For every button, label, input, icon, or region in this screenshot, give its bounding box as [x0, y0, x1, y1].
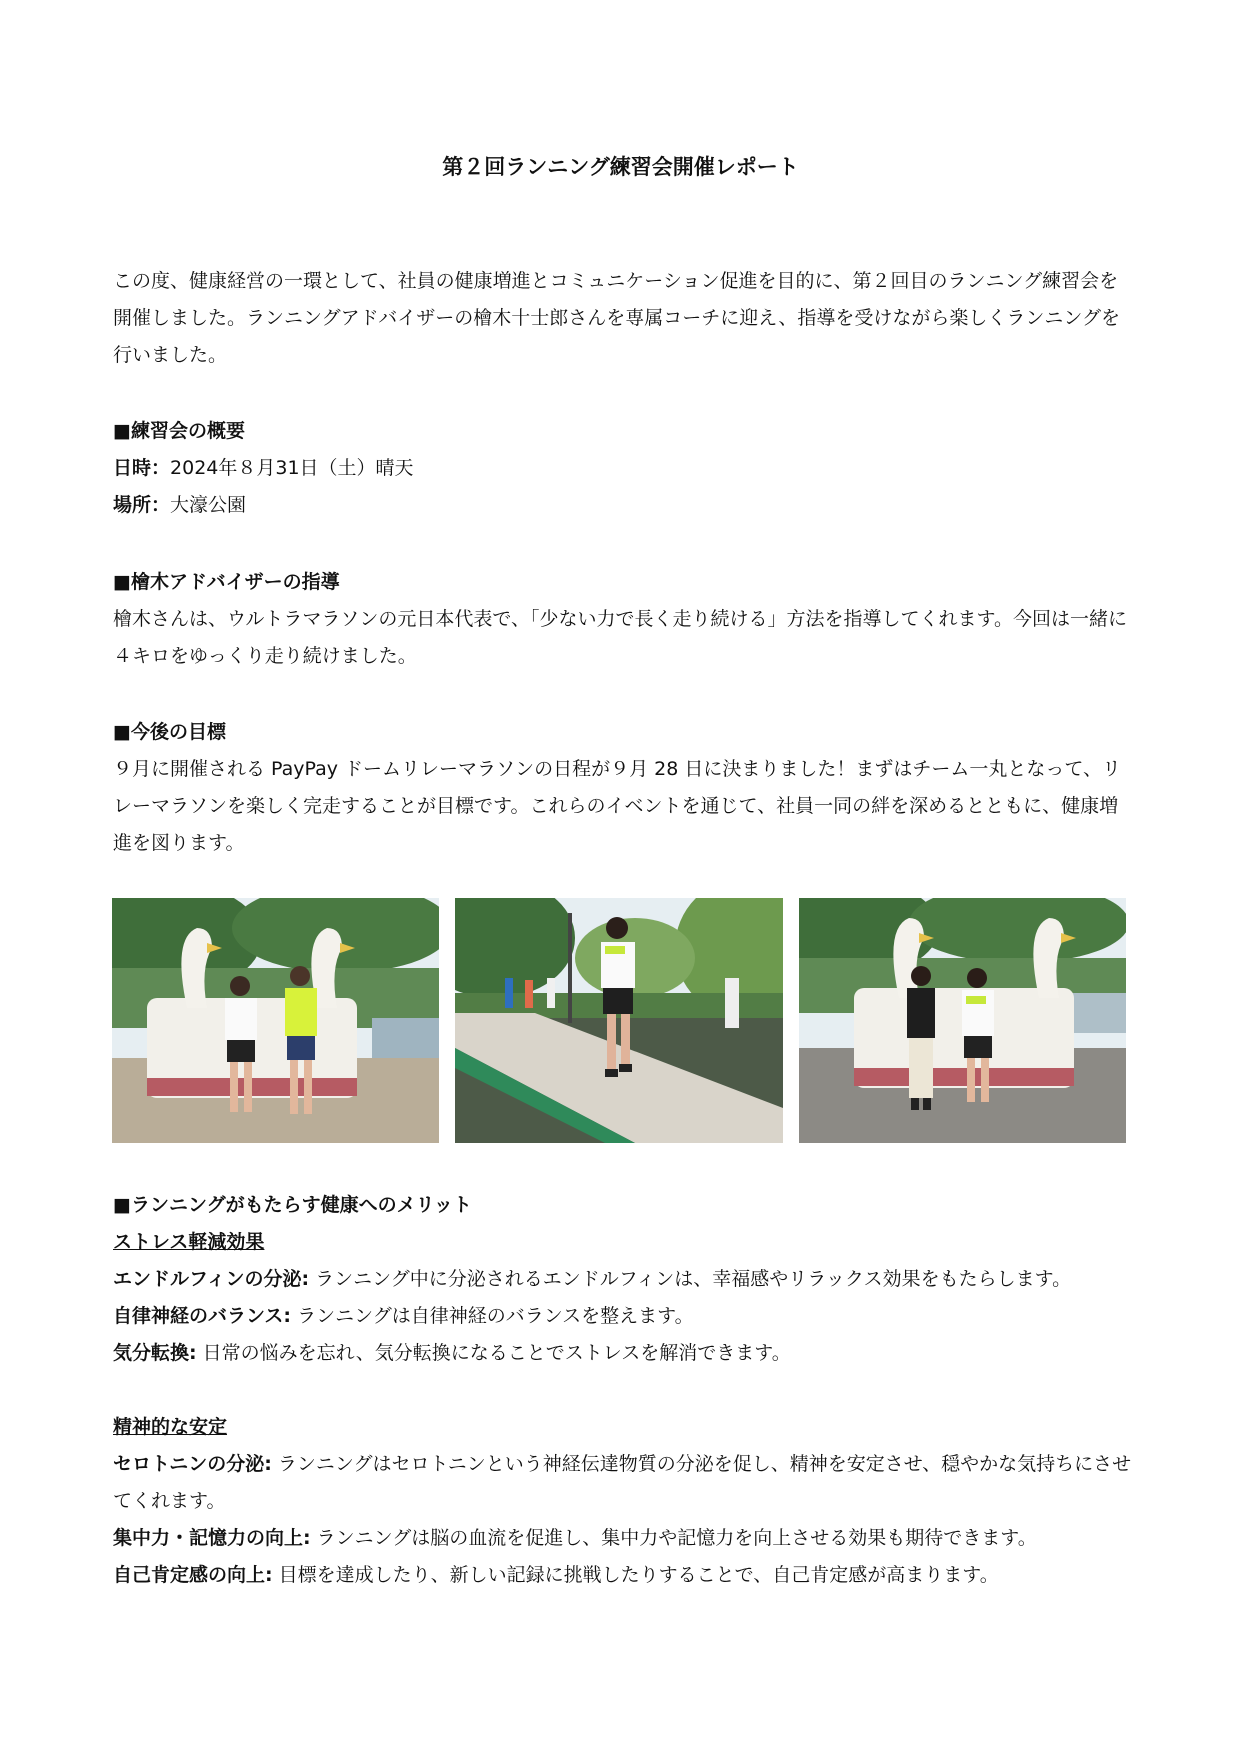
place-line [113, 487, 1133, 524]
advisor-heading: ■檜木アドバイザーの指導 [113, 571, 340, 593]
merit-text: ランニング中に分泌されるエンドルフィンは、幸福感やリラックス効果をもたらします。 [309, 1268, 1072, 1290]
merit-item [113, 1298, 1133, 1335]
merit-label: 集中力・記憶力の向上: [113, 1527, 311, 1549]
merit-text: ランニングはセロトニンという神経伝達物質の分泌を促し、精神を安定させ、穏やかな気持ちにさせてくれます。 [113, 1453, 1132, 1512]
photo-swan-boat-runners-image [112, 898, 439, 1143]
photo-runner-on-path-image [455, 898, 783, 1143]
merit-label: エンドルフィンの分泌: [113, 1268, 310, 1290]
merit-label: 自律神経のバランス: [113, 1305, 292, 1327]
merits-section [113, 1187, 1133, 1594]
photo-runner-on-path [455, 898, 783, 1143]
merit-text: ランニングは自律神経のバランスを整えます。 [291, 1305, 694, 1327]
merit-label: 自己肯定感の向上: [113, 1564, 273, 1586]
merit-item [113, 1557, 1133, 1594]
goal-body: ９月に開催される PayPay ドームリレーマラソンの日程が９月 28 日に決まりました！まずはチーム一丸となって、リレーマラソンを楽しく完走することが目標です。これらのイベントを通じて、社員一同の絆を深めるとともに、健康増進を図ります。 [113, 758, 1121, 854]
place-label: 場所： [113, 494, 171, 516]
merits-heading: ■ランニングがもたらす健康へのメリット [113, 1194, 472, 1216]
goal-section [113, 714, 1133, 862]
merit-item [113, 1335, 1133, 1372]
goal-heading: ■今後の目標 [113, 721, 226, 743]
overview-heading: ■練習会の概要 [113, 420, 245, 442]
date-value: 2024年８月31日（土）晴天 [170, 457, 414, 479]
overview-section [113, 413, 1133, 524]
date-label: 日時： [113, 457, 171, 479]
photo-swan-boat-pair-image [799, 898, 1126, 1143]
merit-item [113, 1261, 1133, 1298]
merit-item [113, 1520, 1133, 1557]
place-value: 大濠公園 [170, 494, 247, 516]
advisor-body: 檜木さんは、ウルトラマラソンの元日本代表で、「少ない力で長く走り続ける」方法を指導してくれます。今回は一緒に４キロをゆっくり走り続けました。 [113, 608, 1128, 667]
stress-subheading: ストレス軽減効果 [113, 1231, 265, 1253]
date-line [113, 450, 1133, 487]
merit-label: 気分転換: [113, 1342, 197, 1364]
intro-paragraph: この度、健康経営の一環として、社員の健康増進とコミュニケーション促進を目的に、第２回目のランニング練習会を開催しました。ランニングアドバイザーの檜木十士郎さんを専属コーチに迎え、指導を受けながら楽しくランニングを行いました。 [113, 270, 1121, 366]
merit-label: セロトニンの分泌: [113, 1453, 272, 1475]
merit-text: ランニングは脳の血流を促進し、集中力や記憶力を向上させる効果も期待できます。 [310, 1527, 1037, 1549]
merit-text: 日常の悩みを忘れ、気分転換になることでストレスを解消できます。 [196, 1342, 791, 1364]
photo-swan-boat-runners [112, 898, 439, 1143]
section-gap [113, 1372, 1133, 1409]
merit-item [113, 1446, 1133, 1520]
page-title: 第２回ランニング練習会開催レポート [442, 155, 799, 179]
merit-text: 目標を達成したり、新しい記録に挑戦したりすることで、自己肯定感が高まります。 [272, 1564, 999, 1586]
mental-subheading: 精神的な安定 [113, 1416, 228, 1438]
advisor-section [113, 564, 1133, 675]
photo-swan-boat-pair [799, 898, 1126, 1143]
